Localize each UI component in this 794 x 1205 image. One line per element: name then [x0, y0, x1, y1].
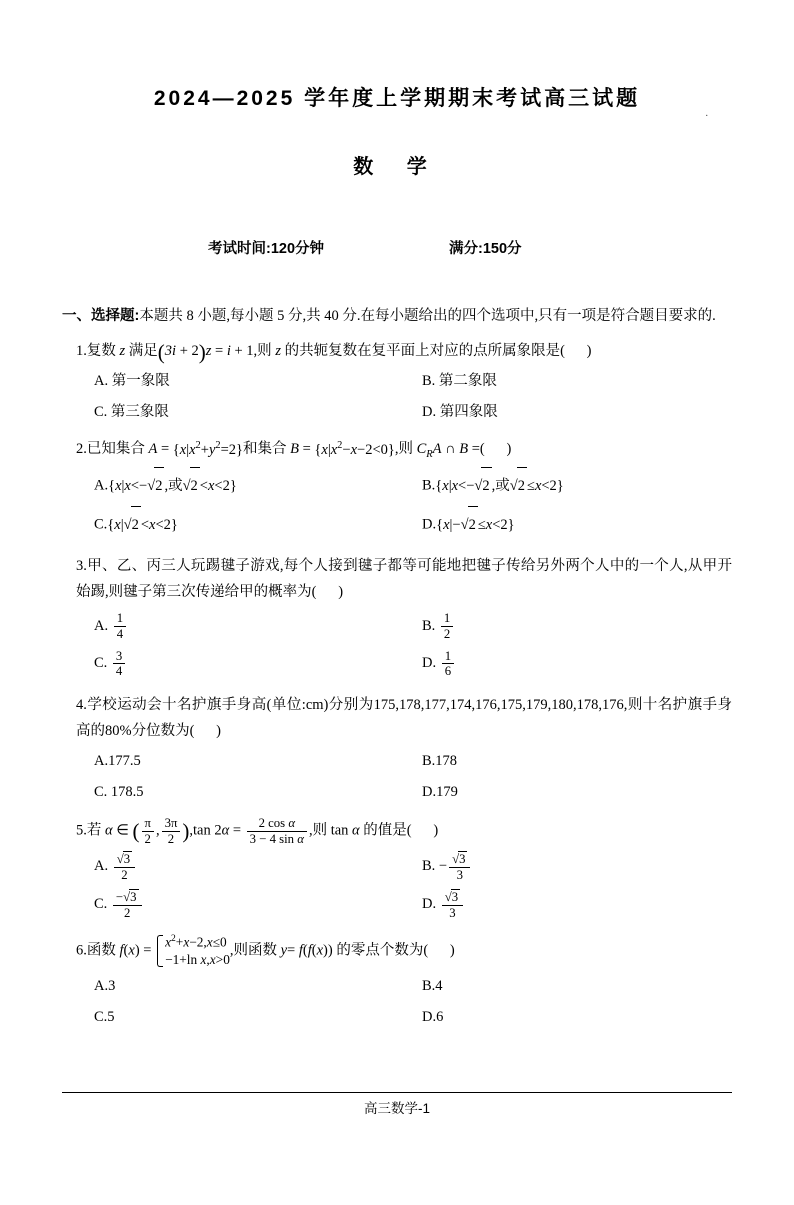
option-2-a[interactable]: A.{x|x<−√2 ,或√2 <x<2} — [76, 467, 404, 506]
option-3-c[interactable]: C. $\frac{3}{4}$ — [76, 645, 404, 683]
option-6-d[interactable]: D.6 — [422, 1008, 444, 1025]
option-2-b[interactable]: B.{x|x<−√2 ,或√2 ≤x<2} — [404, 467, 732, 506]
exam-duration: 考试时间:120分钟 — [208, 241, 325, 257]
page-footer: 高三数学-1 — [363, 1101, 430, 1116]
question-4-stem: 4.学校运动会十名护旗手身高(单位:cm)分别为175,178,177,174,176,175,179,180,178,176,则十名护旗手身高的80%分位数为( ) — [76, 696, 732, 740]
option-1-d[interactable]: D. 第四象限 — [422, 403, 498, 420]
question-2-stem: 2.已知集合 $A = \{x|x^2+y^2=2\}$和集合 $B = \{x|x^2-x-2<0\}$,则 $C_RA$ ∩ B =( ) — [76, 440, 512, 461]
option-1-a[interactable]: A. 第一象限 — [94, 373, 170, 390]
option-4-d[interactable]: D.179 — [422, 783, 458, 800]
question-6 — [76, 933, 732, 1032]
question-1-number: 1. — [76, 343, 87, 360]
option-6-a[interactable]: A.3 — [94, 978, 116, 995]
exam-info — [0, 237, 794, 258]
option-4-b[interactable]: B.178 — [422, 753, 458, 770]
question-2-number: 2. — [76, 441, 87, 458]
section-1-label: 一、选择题: — [62, 308, 140, 324]
question-6-stem: 6.函数 $f(x) = x^2+x-2,x\le 0$ −1+ln x,x>0,则函数 y= f(f(x)) 的零点个数为( ) — [76, 932, 455, 968]
question-5-options — [76, 848, 732, 923]
page-corner-mark: . — [705, 108, 708, 119]
question-6-options — [76, 971, 732, 1032]
option-5-d[interactable]: D. $\frac{√3}{3}$ — [404, 886, 732, 924]
option-3-a[interactable]: A. $\frac{1}{4}$ — [76, 608, 404, 646]
option-5-b[interactable]: B. − $\frac{√3}{3}$ — [404, 848, 732, 886]
option-3-d[interactable]: D. $\frac{1}{6}$ — [404, 645, 732, 683]
question-5-number: 5. — [76, 822, 87, 839]
question-4 — [76, 692, 732, 807]
question-list — [0, 338, 794, 1032]
option-1-b[interactable]: B. 第二象限 — [422, 373, 497, 390]
question-5-stem: 5.若 α ∈ ( $\frac{\pi}{2}$ , $\frac{3\pi}{2}$ ),tan 2α = $\frac{\text{2 cos α}}{\text{3 − 4 sin α}}$ ,则 tan α 的值是( ) — [76, 816, 439, 846]
option-6-c[interactable]: C.5 — [94, 1008, 115, 1025]
section-1-instructions: 本题共 8 小题,每小题 5 分,共 40 分.在每小题给出的四个选项中,只有一项是符合题目要求的. — [139, 308, 716, 324]
question-6-number: 6. — [76, 942, 87, 959]
question-1-stem: 1.复数 z 满足(3i + 2)z = i + 1,则 z 的共轭复数在复平面上对应的点所属象限是( ) — [76, 339, 592, 364]
question-4-options — [76, 746, 732, 807]
question-2-options — [76, 467, 732, 544]
question-3 — [76, 553, 732, 683]
option-3-b[interactable]: B. $\frac{1}{2}$ — [404, 608, 732, 646]
option-1-c[interactable]: C. 第三象限 — [94, 403, 169, 420]
question-3-stem: 3.甲、乙、丙三人玩踢毽子游戏,每个人接到毽子都等可能地把毽子传给另外两个人中的一个人,从甲开始踢,则毽子第三次传递给甲的概率为( ) — [76, 558, 732, 601]
footer-divider — [62, 1092, 732, 1093]
question-5 — [76, 816, 732, 924]
option-5-c[interactable]: C. $\frac{-√3}{2}$ — [76, 886, 404, 924]
subject-title: 数 学 — [353, 156, 441, 178]
question-1 — [76, 338, 732, 427]
section-1-heading — [0, 304, 794, 329]
piecewise-definition: $x^2+x-2,x\le 0$ −1+ln x,x>0 — [155, 933, 230, 969]
question-4-number: 4. — [76, 696, 87, 713]
question-2 — [76, 436, 732, 544]
exam-full-marks: 满分:150分 — [449, 241, 522, 257]
option-6-b[interactable]: B.4 — [422, 978, 443, 995]
question-3-number: 3. — [76, 558, 87, 575]
option-4-a[interactable]: A.177.5 — [94, 753, 141, 770]
option-2-d[interactable]: D.{x|−√2 ≤x<2} — [404, 506, 732, 545]
option-4-c[interactable]: C. 178.5 — [94, 783, 144, 800]
option-2-c[interactable]: C.{x|√2 <x<2} — [76, 506, 404, 545]
page-title: 2024—2025 学年度上学期期末考试高三试题 — [153, 87, 641, 110]
question-3-options — [76, 608, 732, 683]
exam-paper-page — [0, 82, 794, 1205]
option-5-a[interactable]: A. $\frac{√3}{2}$ — [76, 848, 404, 886]
question-1-options — [76, 366, 732, 427]
